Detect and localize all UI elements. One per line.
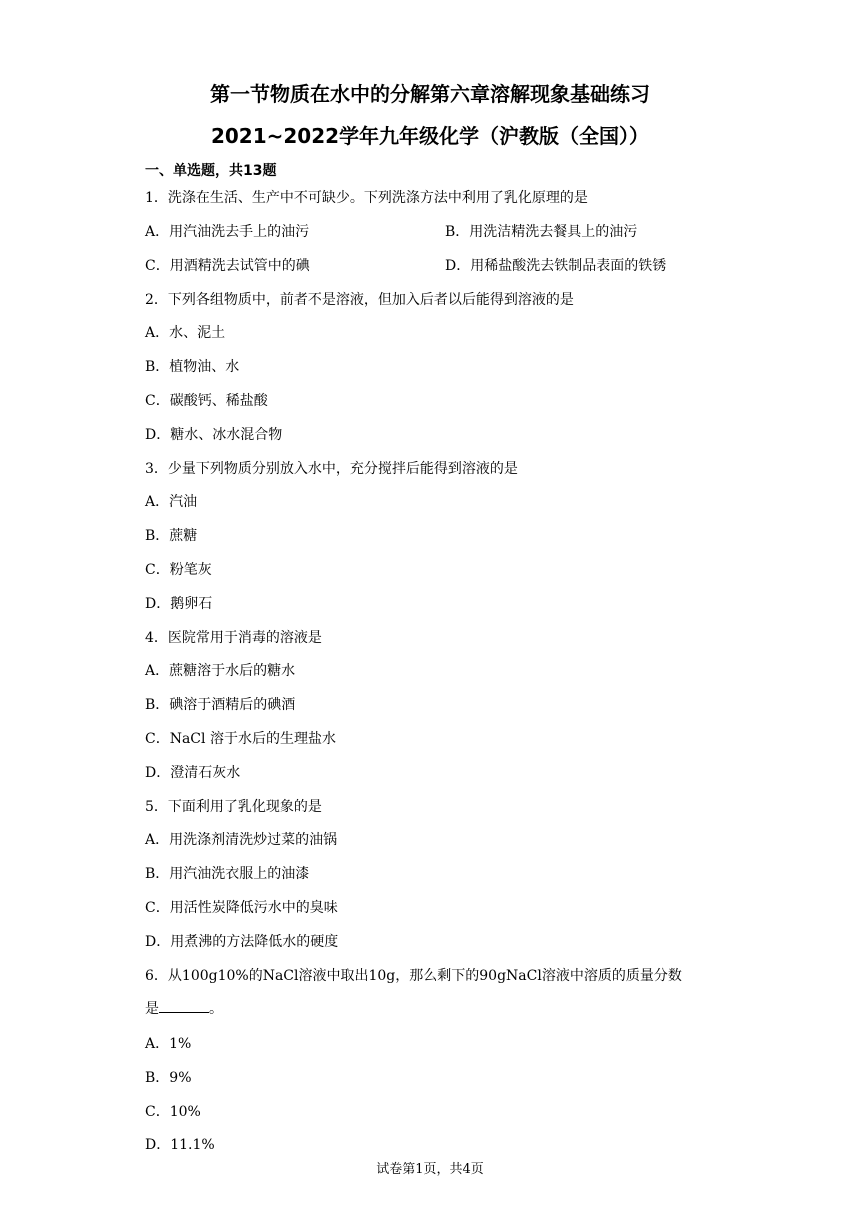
question-stem: 3．少量下列物质分别放入水中，充分搅拌后能得到溶液的是 (145, 461, 518, 477)
question-stem: 4．医院常用于消毒的溶液是 (145, 630, 322, 646)
question-stem: 6．从100g10%的NaCl溶液中取出10g，那么剩下的90gNaCl溶液中溶质的质量分数 (145, 968, 682, 984)
option-a: A．水、泥土 (145, 325, 226, 341)
option-c: C．10% (145, 1104, 201, 1120)
option-b: B．用汽油洗衣服上的油漆 (145, 866, 310, 882)
option-c: C．NaCl 溶于水后的生理盐水 (145, 731, 336, 747)
stem-text: 。 (209, 1001, 223, 1017)
question-stem: 2．下列各组物质中，前者不是溶液，但加入后者以后能得到溶液的是 (145, 292, 574, 308)
option-a: A．蔗糖溶于水后的糖水 (145, 663, 296, 679)
page-footer: 试卷第1页，共4页 (376, 1162, 484, 1177)
option-d: D．鹅卵石 (145, 596, 213, 612)
option-a: A．1% (145, 1036, 192, 1052)
question-stem: 1．洗涤在生活、生产中不可缺少。下列洗涤方法中利用了乳化原理的是 (145, 190, 588, 206)
answer-blank (159, 1000, 209, 1013)
option-c: C．用活性炭降低污水中的臭味 (145, 900, 338, 916)
option-d: D．用稀盐酸洗去铁制品表面的铁锈 (445, 258, 667, 274)
option-b: B．蔗糖 (145, 528, 198, 544)
option-b: B．用洗洁精洗去餐具上的油污 (445, 224, 638, 240)
option-d: D．用煮沸的方法降低水的硬度 (145, 934, 339, 950)
title-line-2: 2021~2022学年九年级化学（沪教版（全国）） (210, 124, 650, 148)
title-line-1: 第一节物质在水中的分解第六章溶解现象基础练习 (210, 82, 650, 106)
option-c: C．碳酸钙、稀盐酸 (145, 393, 268, 409)
option-c: C．粉笔灰 (145, 562, 212, 578)
option-d: D．澄清石灰水 (145, 765, 241, 781)
option-b: B．植物油、水 (145, 359, 240, 375)
question-stem-continued (145, 998, 223, 1018)
option-d: D．11.1% (145, 1137, 215, 1153)
option-c: C．用酒精洗去试管中的碘 (145, 258, 310, 274)
option-a: A．汽油 (145, 494, 198, 510)
option-b: B．碘溶于酒精后的碘酒 (145, 697, 296, 713)
stem-text: 是 (145, 1001, 159, 1017)
question-stem: 5．下面利用了乳化现象的是 (145, 799, 322, 815)
section-heading: 一、单选题，共13题 (145, 163, 277, 179)
option-a: A．用洗涤剂清洗炒过菜的油锅 (145, 832, 338, 848)
option-a: A．用汽油洗去手上的油污 (145, 224, 310, 240)
option-d: D．糖水、冰水混合物 (145, 427, 283, 443)
option-b: B．9% (145, 1070, 192, 1086)
